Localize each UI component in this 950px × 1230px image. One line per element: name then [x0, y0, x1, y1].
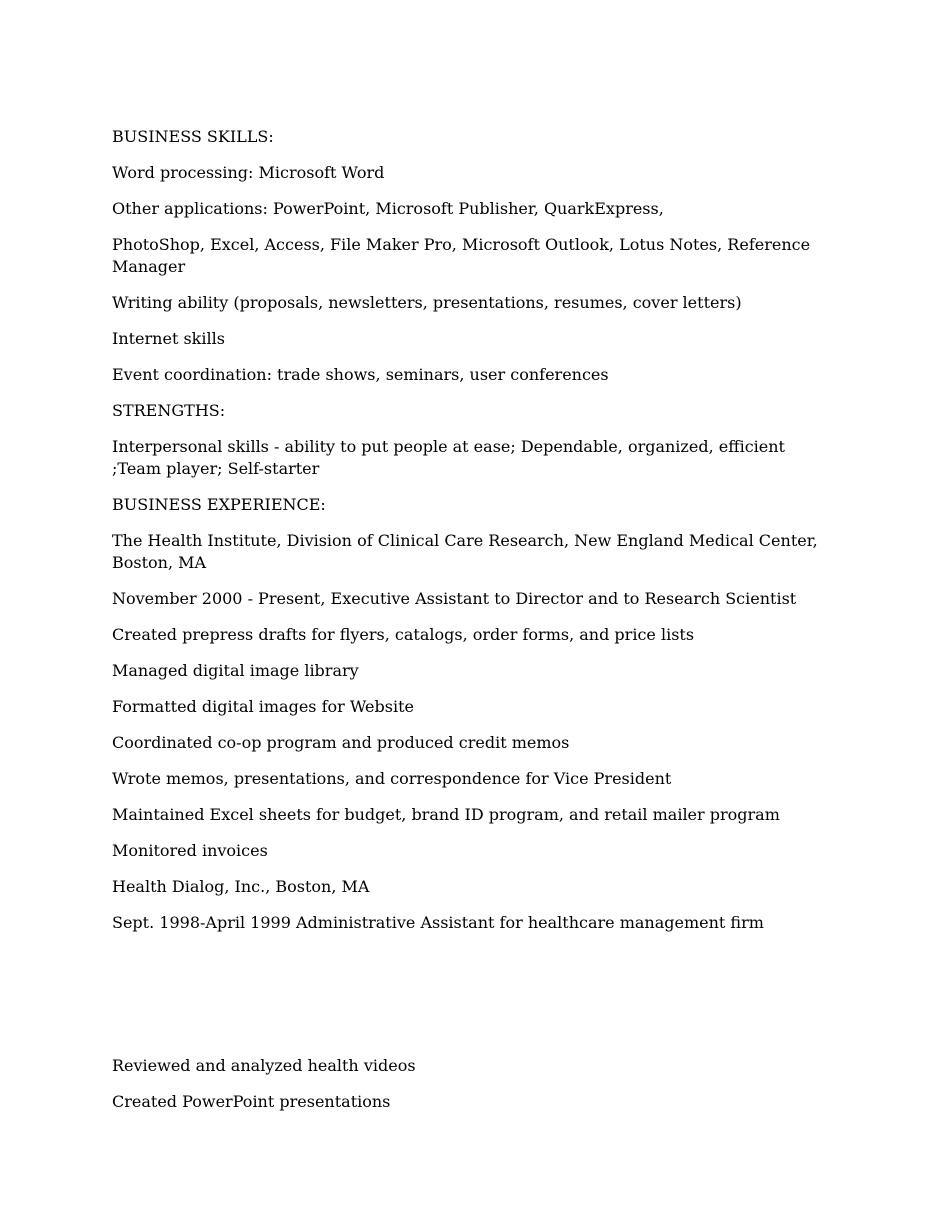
position-line: Sept. 1998-April 1999 Administrative Assistant for healthcare management firm	[112, 913, 764, 932]
duty-line: Managed digital image library	[112, 661, 359, 680]
skill-line: Word processing: Microsoft Word	[112, 163, 385, 182]
duty-line: Wrote memos, presentations, and correspondence for Vice President	[112, 769, 672, 788]
skill-line: Internet skills	[112, 329, 225, 348]
blank-space	[112, 948, 832, 1055]
duty-line: Created prepress drafts for flyers, catalogs, order forms, and price lists	[112, 625, 695, 644]
duty-line: Maintained Excel sheets for budget, brand ID program, and retail mailer program	[112, 805, 780, 824]
section-heading-business-skills: BUSINESS SKILLS:	[112, 127, 274, 146]
section-heading-strengths: STRENGTHS:	[112, 401, 226, 420]
employer-line: Health Dialog, Inc., Boston, MA	[112, 877, 370, 896]
duty-line: Created PowerPoint presentations	[112, 1092, 391, 1111]
employer-line: The Health Institute, Division of Clinical Care Research, New England Medical Center, Boston, MA	[112, 531, 818, 572]
skill-line: Writing ability (proposals, newsletters, presentations, resumes, cover letters)	[112, 293, 742, 312]
duty-line: Formatted digital images for Website	[112, 697, 414, 716]
duty-line: Reviewed and analyzed health videos	[112, 1056, 416, 1075]
section-heading-business-experience: BUSINESS EXPERIENCE:	[112, 495, 326, 514]
duty-line: Monitored invoices	[112, 841, 268, 860]
skill-line: Event coordination: trade shows, seminars, user conferences	[112, 365, 609, 384]
position-line: November 2000 - Present, Executive Assistant to Director and to Research Scientist	[112, 589, 797, 608]
duty-line: Coordinated co-op program and produced credit memos	[112, 733, 570, 752]
strengths-text: Interpersonal skills - ability to put people at ease; Dependable, organized, efficient ;Team player; Self-starter	[112, 437, 785, 478]
skill-line: PhotoShop, Excel, Access, File Maker Pro, Microsoft Outlook, Lotus Notes, Reference Manager	[112, 235, 811, 276]
document-body	[112, 126, 832, 1127]
skill-line: Other applications: PowerPoint, Microsoft Publisher, QuarkExpress,	[112, 199, 664, 218]
